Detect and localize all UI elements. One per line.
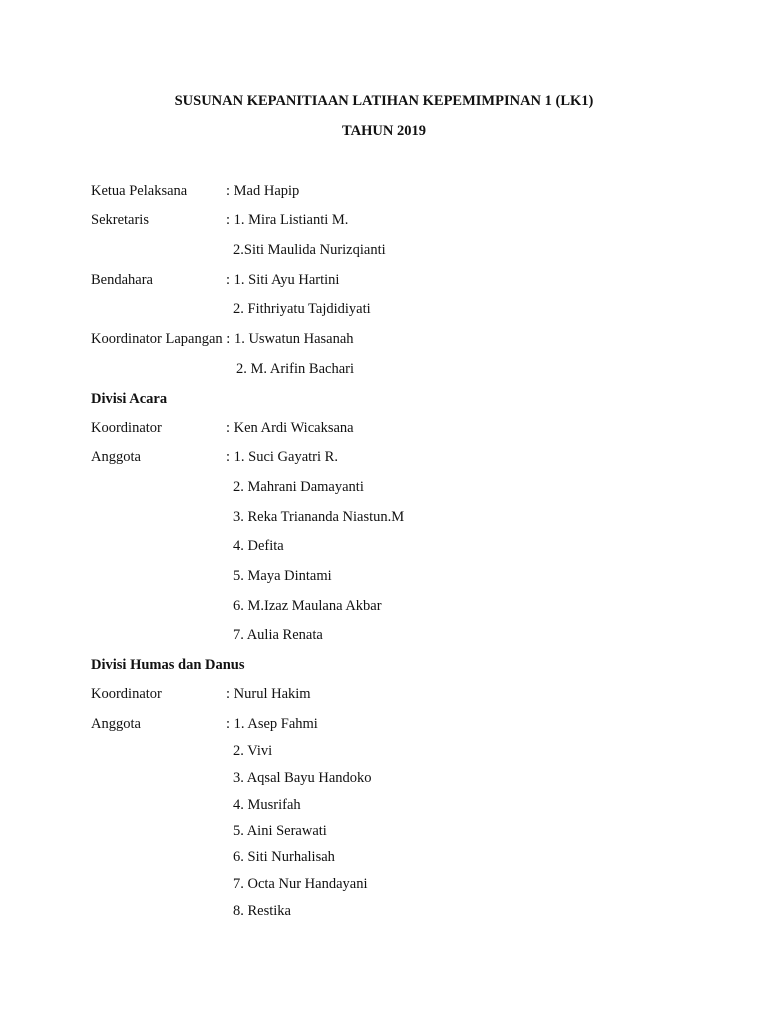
label-humas-anggota: Anggota <box>91 716 141 732</box>
acara-anggota-5: 5. Maya Dintami <box>233 568 332 584</box>
humas-anggota-5: 5. Aini Serawati <box>233 823 327 839</box>
acara-anggota-2: 2. Mahrani Damayanti <box>233 479 364 495</box>
value-acara-anggota-1: : 1. Suci Gayatri R. <box>226 449 338 465</box>
humas-anggota-6: 6. Siti Nurhalisah <box>233 849 335 865</box>
document-year: TAHUN 2019 <box>342 123 426 139</box>
heading-divisi-humas: Divisi Humas dan Danus <box>91 657 245 673</box>
value-bendahara-1: : 1. Siti Ayu Hartini <box>226 272 340 288</box>
label-bendahara: Bendahara <box>91 272 153 288</box>
label-humas-koordinator: Koordinator <box>91 686 162 702</box>
acara-anggota-7: 7. Aulia Renata <box>233 627 323 643</box>
value-sekretaris-2: 2.Siti Maulida Nurizqianti <box>233 242 386 258</box>
label-sekretaris: Sekretaris <box>91 212 149 228</box>
value-sekretaris-1: : 1. Mira Listianti M. <box>226 212 349 228</box>
humas-anggota-3: 3. Aqsal Bayu Handoko <box>233 770 372 786</box>
value-ketua: : Mad Hapip <box>226 183 300 199</box>
label-koordinator-lapangan: Koordinator Lapangan : 1. Uswatun Hasanah <box>91 331 354 347</box>
humas-anggota-8: 8. Restika <box>233 903 291 919</box>
acara-anggota-6: 6. M.Izaz Maulana Akbar <box>233 598 382 614</box>
acara-anggota-3: 3. Reka Triananda Niastun.M <box>233 509 405 525</box>
humas-anggota-2: 2. Vivi <box>233 743 273 759</box>
value-bendahara-2: 2. Fithriyatu Tajdidiyati <box>233 301 371 317</box>
humas-anggota-4: 4. Musrifah <box>233 797 301 813</box>
label-ketua: Ketua Pelaksana <box>91 183 188 199</box>
value-humas-anggota-1: : 1. Asep Fahmi <box>226 716 318 732</box>
value-acara-koordinator: : Ken Ardi Wicaksana <box>226 420 354 436</box>
heading-divisi-acara: Divisi Acara <box>91 391 168 407</box>
document-title: SUSUNAN KEPANITIAAN LATIHAN KEPEMIMPINAN 1 (LK1) <box>174 93 594 109</box>
acara-anggota-4: 4. Defita <box>233 538 284 554</box>
value-humas-koordinator: : Nurul Hakim <box>226 686 311 702</box>
label-acara-koordinator: Koordinator <box>91 420 162 436</box>
value-koordinator-lapangan-2: 2. M. Arifin Bachari <box>236 361 354 377</box>
humas-anggota-7: 7. Octa Nur Handayani <box>233 876 368 892</box>
label-acara-anggota: Anggota <box>91 449 141 465</box>
